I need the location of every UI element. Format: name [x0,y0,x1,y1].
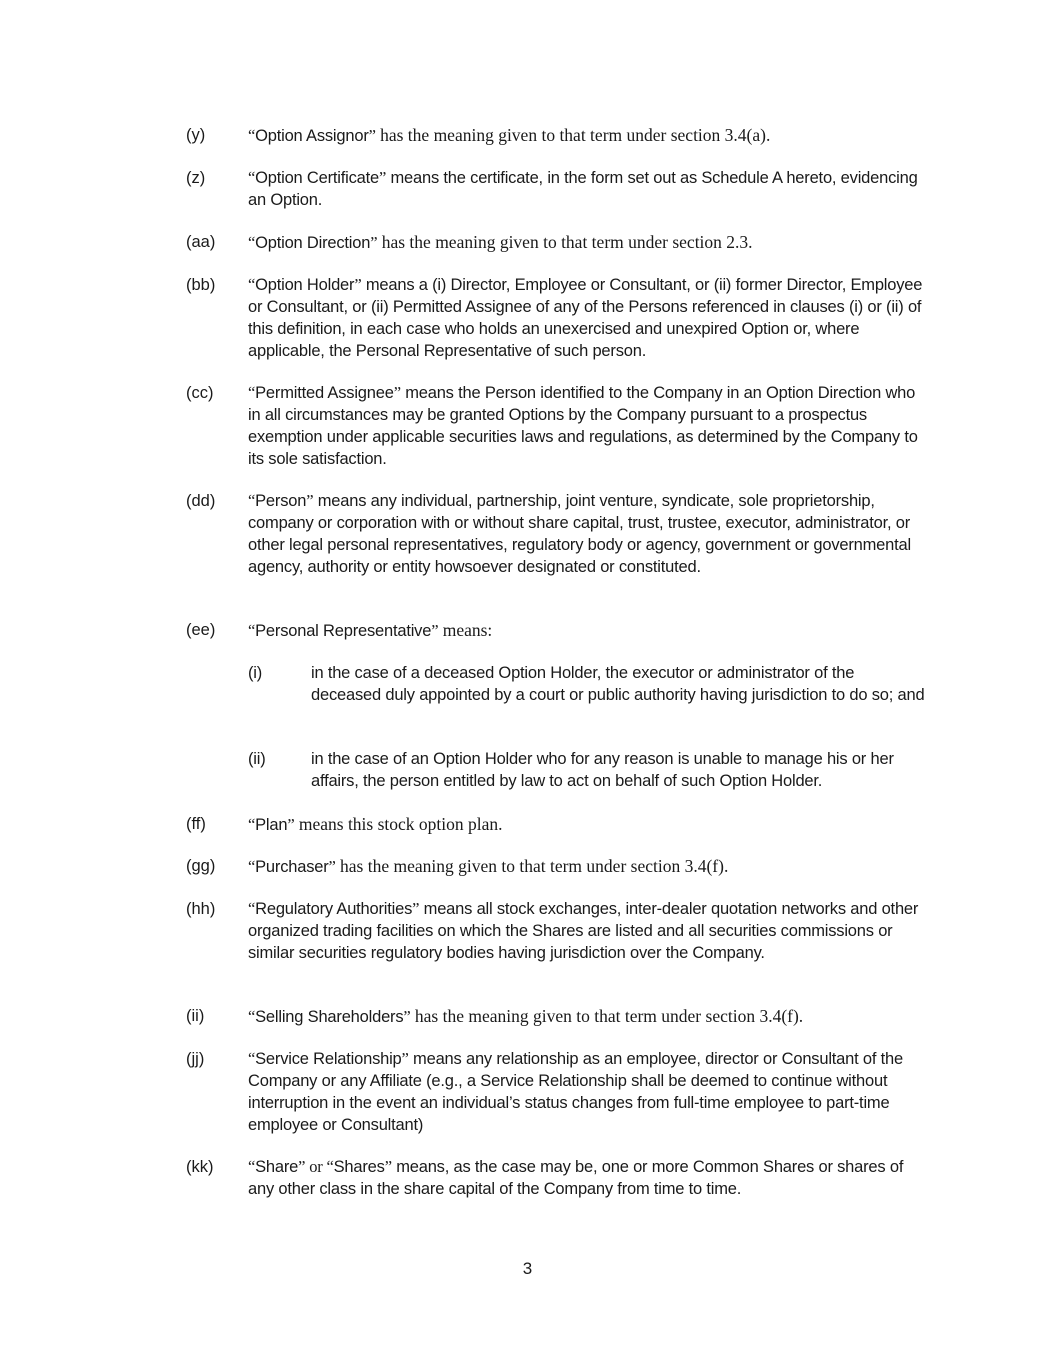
defined-term: Regulatory Authorities [255,900,413,918]
close-quote: ” [287,815,295,834]
definition-body [248,898,931,964]
definition-item [186,813,931,836]
definition-body [248,490,931,578]
definition-body [248,1048,931,1136]
definition-body [248,1005,931,1028]
defined-term: Option Direction [255,234,371,252]
definition-text: has the meaning given to that term under section 3.4(f). [335,856,729,876]
definition-label: (aa) [186,233,216,251]
definition-item [186,124,931,147]
definition-body [248,231,931,254]
open-quote: “ [248,168,256,187]
definition-text: means all stock exchanges, inter-dealer quotation networks and other organized trading facilities on which the Shares are listed and all securities commissions or similar securities regulatory bodies having jurisdiction over the Company. [248,900,919,962]
close-quote: ” [328,857,336,876]
defined-term: Selling Shareholders [255,1008,404,1026]
definition-body [248,855,931,878]
open-quote: “ [248,1049,256,1068]
definition-label: (ff) [186,815,206,833]
definition-text: means the Person identified to the Company in an Option Direction who in all circumstances may be granted Options by the Company pursuant to a prospectus exemption under applicable securities laws and regulations, as determined by the Company to its sole satisfaction. [248,384,918,468]
close-quote: ” [384,1157,392,1176]
open-quote: “ [248,857,256,876]
close-quote: ” [412,899,420,918]
close-quote: ” [393,383,401,402]
definition-label: (ii) [186,1007,205,1025]
definition-body [248,619,931,642]
definition-body [248,167,931,211]
definition-label: (ee) [186,621,216,639]
definition-label: (hh) [186,900,216,918]
defined-term: Service Relationship [255,1050,402,1068]
definition-label: (y) [186,126,206,144]
open-quote: “ [248,233,256,252]
open-quote: “ [326,1157,334,1176]
close-quote: ” [401,1049,409,1068]
definition-item [186,1048,931,1136]
close-quote: ” [354,275,362,294]
definition-label: (z) [186,169,206,187]
defined-term: Share [255,1158,299,1176]
open-quote: “ [248,491,256,510]
open-quote: “ [248,1157,256,1176]
definition-body [248,274,931,362]
definition-text: means this stock option plan. [294,814,503,834]
open-quote: “ [248,815,256,834]
definition-item [186,1005,931,1028]
close-quote: ” [403,1007,411,1026]
definition-body [248,813,931,836]
defined-term: Permitted Assignee [255,384,394,402]
open-quote: “ [248,383,256,402]
open-quote: “ [248,621,256,640]
definition-text: means: [438,620,493,640]
sub-item-text: in the case of a deceased Option Holder, the executor or administrator of the deceased duly appointed by a court or public authority having jurisdiction to do so; and [311,664,925,704]
close-quote: ” [306,491,314,510]
defined-term: Plan [255,816,288,834]
defined-term: Option Certificate [255,169,379,187]
close-quote: ” [370,233,378,252]
definition-label: (kk) [186,1158,214,1176]
definition-text: has the meaning given to that term under section 3.4(f). [410,1006,804,1026]
definition-item [186,490,931,578]
definition-label: (jj) [186,1050,205,1068]
definition-item [186,619,931,642]
page-number: 3 [522,1259,533,1278]
close-quote: ” [431,621,439,640]
defined-term: Person [255,492,307,510]
definition-item [186,167,931,211]
defined-term: Option Holder [255,276,355,294]
definition-label: (cc) [186,384,214,402]
close-quote: ” [379,168,387,187]
definition-body [248,1156,931,1200]
definition-text: has the meaning given to that term under section 3.4(a). [375,125,771,145]
definition-label: (gg) [186,857,216,875]
sub-item-label: (ii) [248,750,266,768]
sub-item-label: (i) [248,664,263,682]
definition-text: has the meaning given to that term under section 2.3. [377,232,753,252]
defined-term: Option Assignor [255,127,369,145]
or-text: or [305,1157,327,1176]
definition-item [186,1156,931,1200]
definition-text: means a (i) Director, Employee or Consultant, or (ii) former Director, Employee or Consultant, or (ii) Permitted Assignee of any of the Persons referenced in clauses (i) or (ii) of this definition, in each case who holds an unexercised and unexpired Option or, where applicable, the Personal Representative of such person. [248,276,923,360]
definition-label: (dd) [186,492,216,510]
open-quote: “ [248,1007,256,1026]
sub-item-text: in the case of an Option Holder who for any reason is unable to manage his or her affairs, the person entitled by law to act on behalf of such Option Holder. [311,750,894,790]
definition-item [186,855,931,878]
close-quote: ” [298,1157,306,1176]
definition-label: (bb) [186,276,216,294]
defined-term: Shares [333,1158,385,1176]
open-quote: “ [248,899,256,918]
definition-text: means the certificate, in the form set out as Schedule A hereto, evidencing an Option. [248,169,918,209]
sub-item [248,748,928,792]
defined-term: Purchaser [255,858,329,876]
definition-text: means any relationship as an employee, director or Consultant of the Company or any Affiliate (e.g., a Service Relationship shall be deemed to continue without interruption in the event an individual’s status changes from full-time employee to part-time employee or Consultant) [248,1050,903,1134]
definition-text: means, as the case may be, one or more Common Shares or shares of any other class in the share capital of the Company from time to time. [248,1158,904,1198]
open-quote: “ [248,275,256,294]
defined-term: Personal Representative [255,622,432,640]
definition-item [186,898,931,964]
definition-body [248,124,931,147]
definition-item [186,231,931,254]
definition-text: means any individual, partnership, joint venture, syndicate, sole proprietorship, company or corporation with or without share capital, trust, trustee, executor, administrator, or other legal personal representatives, regulatory body or agency, government or governmental agency, authority or entity howsoever designated or constituted. [248,492,911,576]
sub-item [248,662,928,706]
definition-item [186,382,931,470]
definition-item [186,274,931,362]
open-quote: “ [248,126,256,145]
close-quote: ” [368,126,376,145]
definition-body [248,382,931,470]
